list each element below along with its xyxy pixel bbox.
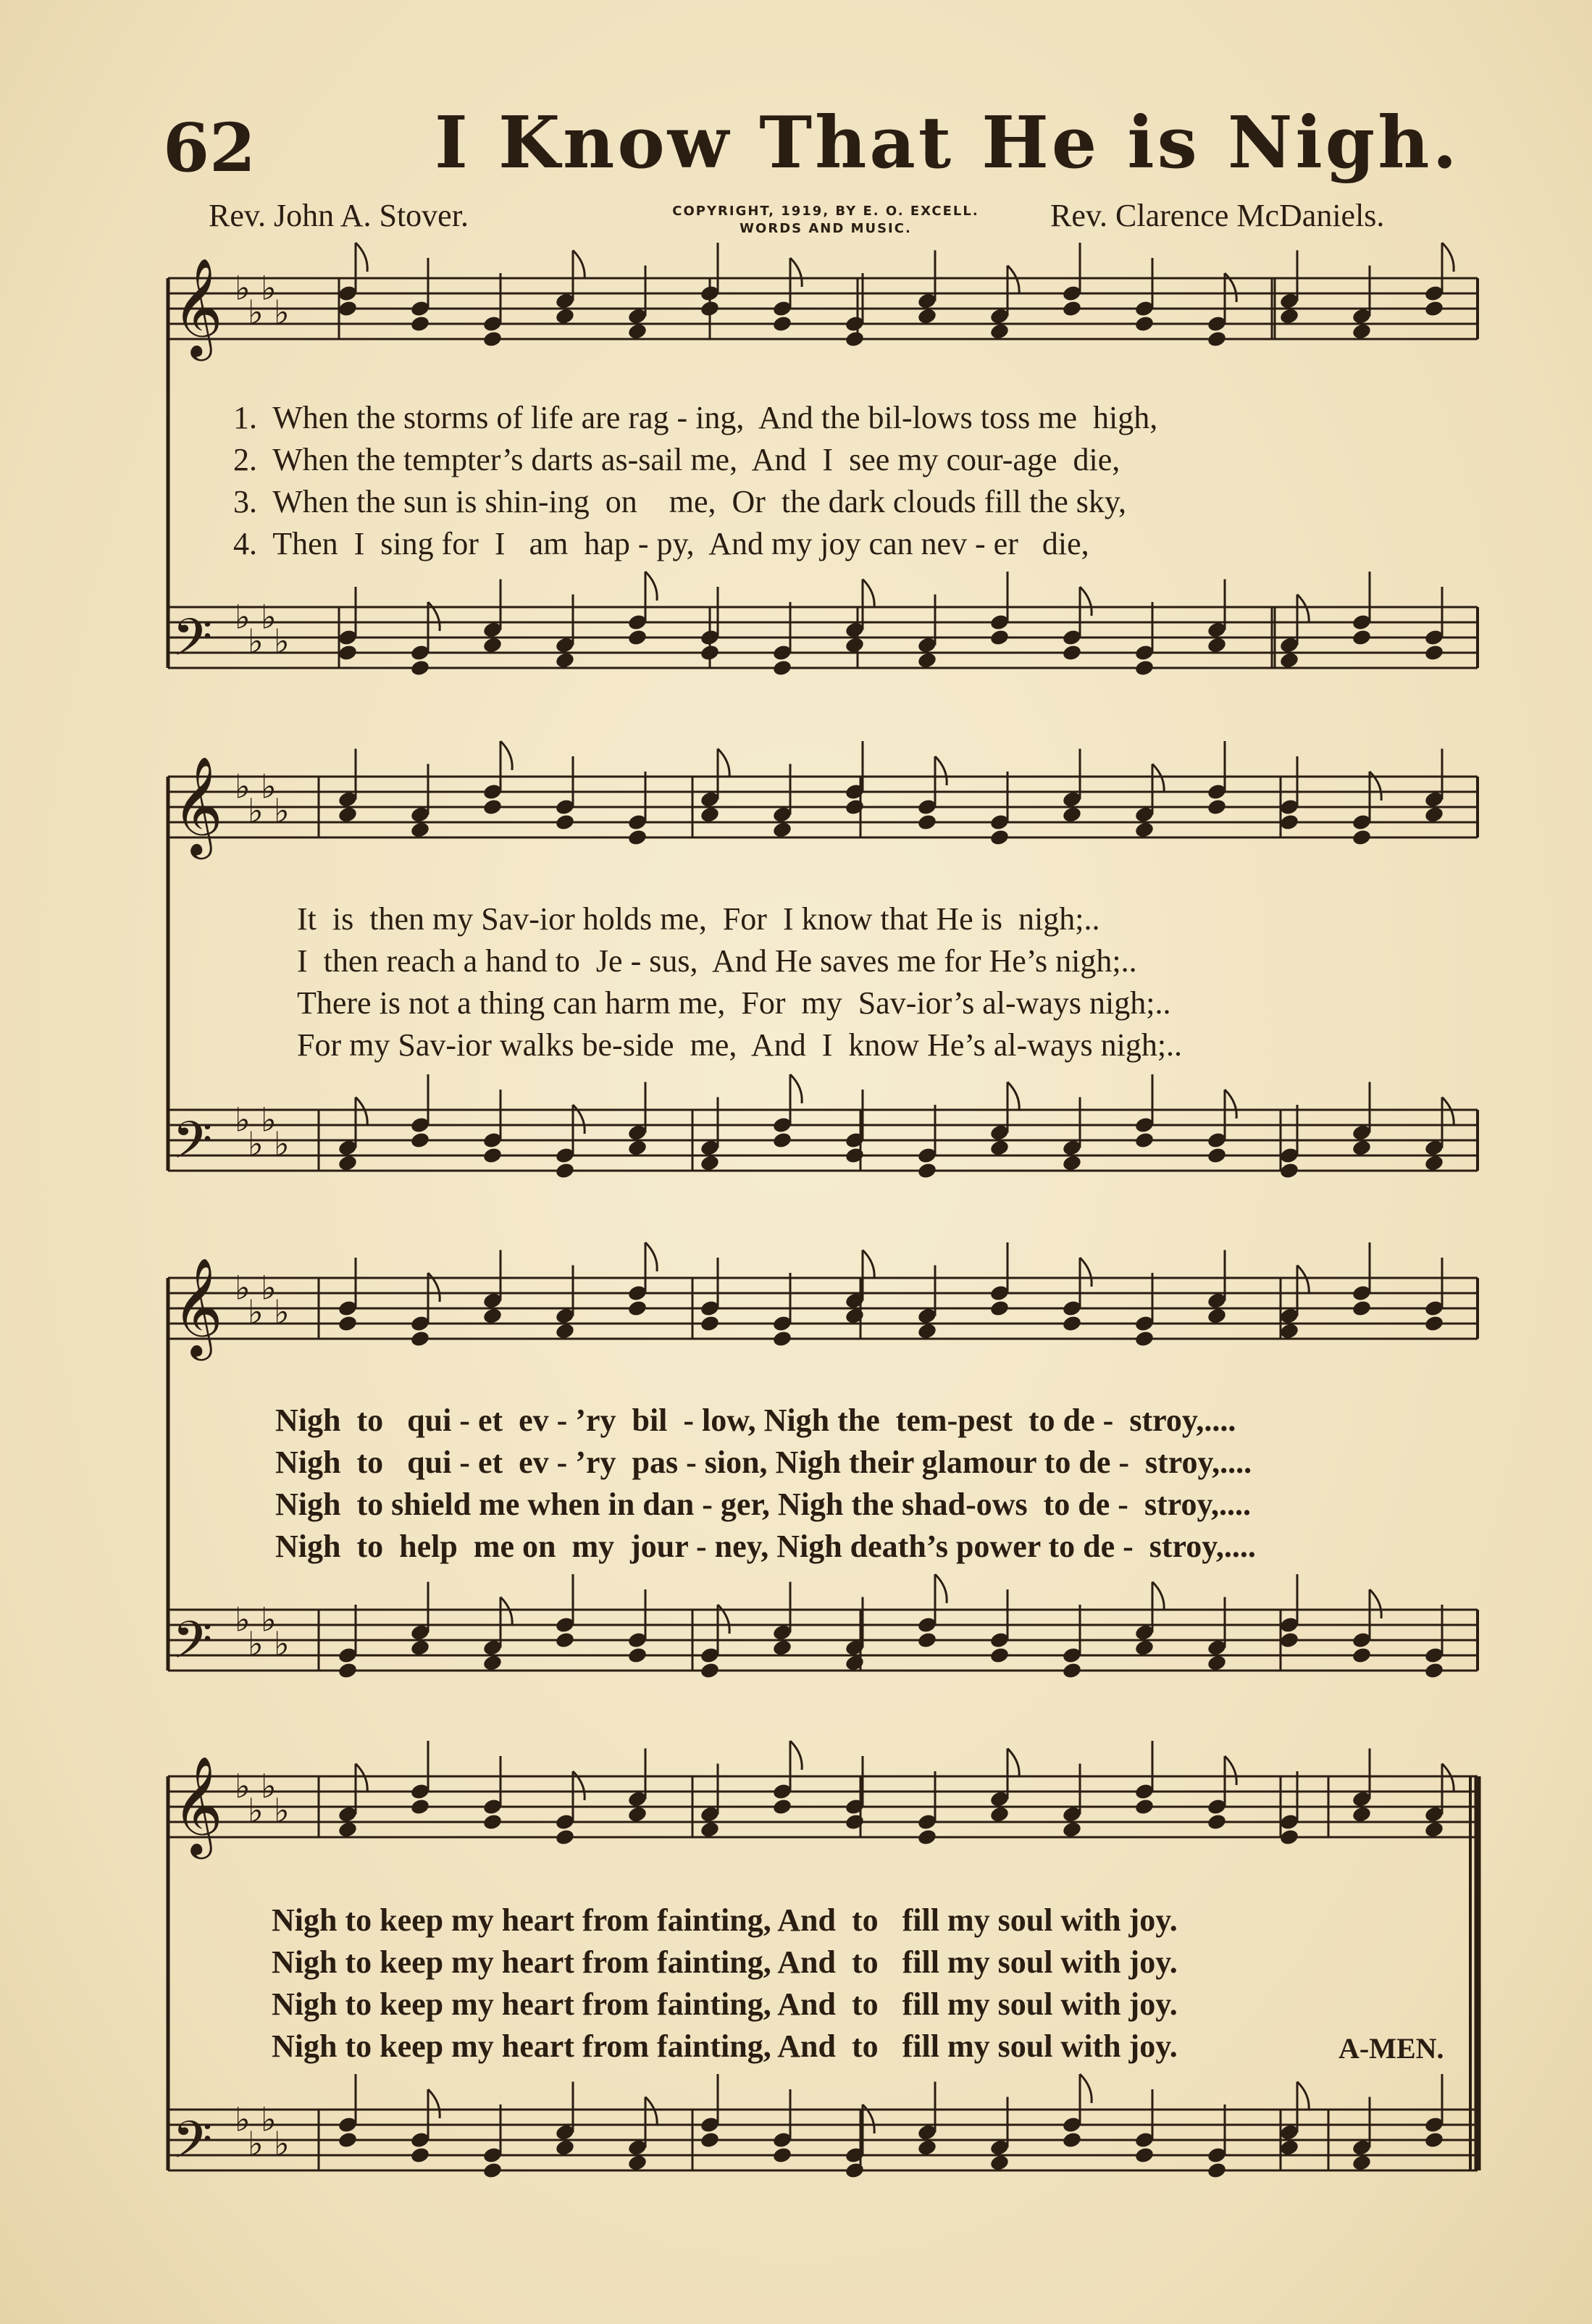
note-head bbox=[410, 1639, 431, 1657]
note-head bbox=[989, 828, 1010, 846]
note-head bbox=[1424, 299, 1445, 317]
lyric-line: Nigh to help me on my jour - ney, Nigh death’s power to de - stroy,.... bbox=[275, 1529, 1256, 1564]
flat-sign: ♭ bbox=[261, 2099, 277, 2139]
note-flag bbox=[1007, 266, 1019, 295]
note-head bbox=[700, 1154, 721, 1172]
note-head bbox=[482, 1307, 503, 1325]
note-head bbox=[627, 1805, 648, 1823]
note-head bbox=[1424, 1314, 1445, 1332]
note-head bbox=[772, 1639, 793, 1657]
note-flag bbox=[1225, 1756, 1236, 1785]
note-head bbox=[410, 314, 431, 333]
lyric-line: Nigh to qui - et ev - ’ry pas - sion, Nigh their glamour to de - stroy,.... bbox=[275, 1445, 1252, 1480]
lyric-line: Nigh to keep my heart from fainting, And to fill my soul with joy. bbox=[272, 1944, 1178, 1980]
note-flag bbox=[790, 1074, 802, 1103]
note-head bbox=[989, 1805, 1010, 1823]
note-head bbox=[1424, 806, 1445, 824]
note-head bbox=[1062, 1821, 1083, 1839]
note-head bbox=[555, 2139, 576, 2157]
note-head bbox=[1207, 1813, 1228, 1831]
note-head bbox=[1279, 307, 1300, 325]
note-head bbox=[1279, 1322, 1300, 1340]
note-head bbox=[1134, 659, 1155, 677]
flat-sign: ♭ bbox=[261, 597, 277, 637]
note-head bbox=[410, 1797, 431, 1815]
note-flag bbox=[1297, 595, 1309, 624]
note-flag bbox=[1007, 1749, 1019, 1778]
note-flag bbox=[1297, 2082, 1309, 2111]
note-head bbox=[1062, 299, 1083, 317]
note-head bbox=[338, 1154, 359, 1172]
note-flag bbox=[573, 251, 585, 280]
note-head bbox=[917, 307, 938, 325]
note-head bbox=[1062, 806, 1083, 824]
flat-sign: ♭ bbox=[248, 1292, 264, 1332]
bass-clef: 𝄢 bbox=[172, 1610, 213, 1683]
flat-sign: ♭ bbox=[261, 766, 277, 806]
note-head bbox=[627, 628, 648, 646]
note-head bbox=[1279, 813, 1300, 831]
note-flag bbox=[356, 1764, 367, 1793]
note-head bbox=[700, 1661, 721, 1679]
note-head bbox=[917, 1322, 938, 1340]
treble-clef: 𝄞 bbox=[172, 755, 223, 855]
note-head bbox=[627, 1139, 648, 1157]
flat-sign: ♭ bbox=[274, 1124, 290, 1163]
note-head bbox=[627, 1299, 648, 1317]
note-head bbox=[338, 2131, 359, 2149]
note-head bbox=[627, 1646, 648, 1664]
flat-sign: ♭ bbox=[274, 293, 290, 332]
note-head bbox=[845, 1307, 866, 1325]
note-head bbox=[772, 821, 793, 839]
note-head bbox=[482, 1654, 503, 1672]
note-head bbox=[1062, 1154, 1083, 1172]
note-head bbox=[555, 651, 576, 669]
note-head bbox=[1424, 643, 1445, 661]
flat-sign: ♭ bbox=[235, 597, 251, 637]
note-head bbox=[1207, 2161, 1228, 2179]
note-head bbox=[917, 813, 938, 831]
note-flag bbox=[1152, 764, 1164, 793]
flat-sign: ♭ bbox=[248, 2124, 264, 2163]
note-flag bbox=[1442, 243, 1454, 272]
note-flag bbox=[428, 2089, 440, 2118]
note-flag bbox=[645, 572, 657, 601]
note-head bbox=[845, 2161, 866, 2179]
flat-sign: ♭ bbox=[274, 1624, 290, 1663]
note-head bbox=[410, 821, 431, 839]
note-head bbox=[772, 1131, 793, 1149]
note-head bbox=[627, 322, 648, 340]
note-flag bbox=[1007, 1082, 1019, 1111]
flat-sign: ♭ bbox=[235, 268, 251, 308]
lyric-line: It is then my Sav-ior holds me, For I know that He is nigh;.. bbox=[297, 901, 1100, 937]
flat-sign: ♭ bbox=[274, 1791, 290, 1830]
note-flag bbox=[1297, 1266, 1309, 1295]
note-head bbox=[1279, 1631, 1300, 1649]
note-head bbox=[989, 1139, 1010, 1157]
lyric-line: Nigh to keep my heart from fainting, And to fill my soul with joy. bbox=[272, 2028, 1178, 2064]
flat-sign: ♭ bbox=[248, 1791, 264, 1830]
note-flag bbox=[790, 1741, 802, 1770]
treble-clef: 𝄞 bbox=[172, 1755, 223, 1855]
note-head bbox=[845, 798, 866, 816]
note-head bbox=[772, 659, 793, 677]
note-head bbox=[1207, 1654, 1228, 1672]
note-head bbox=[917, 1161, 938, 1179]
note-flag bbox=[935, 1574, 947, 1603]
flat-sign: ♭ bbox=[235, 1268, 251, 1308]
note-head bbox=[1134, 1329, 1155, 1347]
copyright-line: COPYRIGHT, 1919, BY E. O. EXCELL. bbox=[672, 204, 979, 219]
flat-sign: ♭ bbox=[248, 1124, 264, 1163]
note-head bbox=[772, 1797, 793, 1815]
note-flag bbox=[1442, 1098, 1454, 1127]
flat-sign: ♭ bbox=[274, 2124, 290, 2163]
lyric-line: Nigh to shield me when in dan - ger, Nigh the shad-ows to de - stroy,.... bbox=[275, 1487, 1252, 1522]
lyric-line: Nigh to keep my heart from fainting, And to fill my soul with joy. bbox=[272, 1902, 1178, 1938]
note-flag bbox=[1080, 587, 1092, 616]
note-head bbox=[772, 1329, 793, 1347]
note-flag bbox=[1442, 1764, 1454, 1793]
note-head bbox=[627, 2154, 648, 2172]
note-head bbox=[1352, 322, 1373, 340]
note-head bbox=[1207, 798, 1228, 816]
lyric-line: 4. Then I sing for I am hap - py, And my joy can nev - er die, bbox=[233, 526, 1089, 561]
amen-label: A-MEN. bbox=[1338, 2032, 1444, 2065]
note-head bbox=[410, 1329, 431, 1347]
note-head bbox=[917, 1828, 938, 1846]
note-head bbox=[482, 2161, 503, 2179]
lyric-line: Nigh to qui - et ev - ’ry bil - low, Nigh the tem-pest to de - stroy,.... bbox=[275, 1403, 1236, 1438]
lyric-line: There is not a thing can harm me, For my Sav-ior’s al-ways nigh;.. bbox=[297, 985, 1171, 1021]
note-head bbox=[989, 628, 1010, 646]
note-flag bbox=[500, 741, 512, 770]
note-head bbox=[482, 798, 503, 816]
note-head bbox=[845, 1813, 866, 1831]
note-head bbox=[700, 806, 721, 824]
flat-sign: ♭ bbox=[248, 293, 264, 332]
flat-sign: ♭ bbox=[261, 1100, 277, 1140]
note-head bbox=[482, 636, 503, 654]
note-head bbox=[1134, 1131, 1155, 1149]
flat-sign: ♭ bbox=[274, 1292, 290, 1332]
note-head bbox=[410, 1131, 431, 1149]
hymn-title: I Know That He is Nigh. bbox=[435, 101, 1460, 185]
note-head bbox=[700, 643, 721, 661]
note-flag bbox=[863, 580, 874, 609]
lyric-line: For my Sav-ior walks be-side me, And I know He’s al-ways nigh;.. bbox=[297, 1027, 1183, 1063]
flat-sign: ♭ bbox=[261, 268, 277, 308]
flat-sign: ♭ bbox=[274, 622, 290, 661]
note-head bbox=[1062, 2131, 1083, 2149]
note-head bbox=[1352, 2154, 1373, 2172]
note-head bbox=[700, 299, 721, 317]
note-head bbox=[989, 1299, 1010, 1317]
note-head bbox=[1207, 330, 1228, 348]
note-head bbox=[1424, 1154, 1445, 1172]
note-head bbox=[989, 322, 1010, 340]
note-head bbox=[700, 1314, 721, 1332]
lyric-line: Nigh to keep my heart from fainting, And to fill my soul with joy. bbox=[272, 1986, 1178, 2022]
note-head bbox=[1062, 1314, 1083, 1332]
lyric-line: 1. When the storms of life are rag - ing, And the bil-lows toss me high, bbox=[233, 400, 1158, 435]
note-head bbox=[338, 1821, 359, 1839]
flat-sign: ♭ bbox=[248, 791, 264, 830]
note-head bbox=[338, 1314, 359, 1332]
note-head bbox=[1279, 2139, 1300, 2157]
note-head bbox=[1134, 821, 1155, 839]
note-head bbox=[845, 1146, 866, 1164]
flat-sign: ♭ bbox=[235, 1766, 251, 1806]
note-flag bbox=[645, 2097, 657, 2126]
flat-sign: ♭ bbox=[235, 1600, 251, 1639]
bass-clef: 𝄢 bbox=[172, 608, 213, 680]
flat-sign: ♭ bbox=[261, 1766, 277, 1806]
flat-sign: ♭ bbox=[248, 622, 264, 661]
treble-clef: 𝄞 bbox=[172, 1256, 223, 1356]
note-head bbox=[772, 314, 793, 333]
note-head bbox=[700, 1821, 721, 1839]
flat-sign: ♭ bbox=[235, 1100, 251, 1140]
note-flag bbox=[1370, 1589, 1381, 1618]
bass-clef: 𝄢 bbox=[172, 2110, 213, 2183]
note-head bbox=[1352, 1646, 1373, 1664]
note-head bbox=[1352, 828, 1373, 846]
note-head bbox=[338, 299, 359, 317]
note-head bbox=[917, 2139, 938, 2157]
note-head bbox=[1207, 1307, 1228, 1325]
note-head bbox=[555, 813, 576, 831]
note-flag bbox=[718, 749, 729, 778]
note-head bbox=[1062, 1661, 1083, 1679]
note-head bbox=[845, 1654, 866, 1672]
note-head bbox=[1352, 1805, 1373, 1823]
lyric-line: 2. When the tempter’s darts as-sail me, And I see my cour-age die, bbox=[233, 442, 1120, 477]
note-head bbox=[482, 330, 503, 348]
hymn-number: 62 bbox=[163, 109, 256, 187]
note-head bbox=[338, 1661, 359, 1679]
copyright-line: WORDS AND MUSIC. bbox=[740, 221, 912, 236]
note-flag bbox=[863, 1250, 874, 1279]
note-flag bbox=[935, 756, 947, 785]
treble-clef: 𝄞 bbox=[172, 256, 223, 356]
note-head bbox=[1134, 1639, 1155, 1657]
note-head bbox=[1207, 636, 1228, 654]
note-head bbox=[1062, 643, 1083, 661]
note-head bbox=[917, 651, 938, 669]
bass-clef: 𝄢 bbox=[172, 1111, 213, 1183]
note-flag bbox=[645, 1242, 657, 1271]
author-words: Rev. John A. Stover. bbox=[209, 198, 469, 233]
note-head bbox=[989, 2154, 1010, 2172]
note-flag bbox=[1080, 2074, 1092, 2103]
note-head bbox=[555, 1161, 576, 1179]
note-head bbox=[555, 1322, 576, 1340]
note-flag bbox=[356, 1098, 367, 1127]
note-head bbox=[1134, 314, 1155, 333]
note-head bbox=[989, 1646, 1010, 1664]
note-flag bbox=[356, 243, 367, 272]
note-head bbox=[1279, 1161, 1300, 1179]
note-head bbox=[1134, 2146, 1155, 2164]
note-head bbox=[482, 1813, 503, 1831]
flat-sign: ♭ bbox=[274, 791, 290, 830]
note-head bbox=[1424, 1821, 1445, 1839]
note-head bbox=[772, 2146, 793, 2164]
lyric-line: 3. When the sun is shin-ing on me, Or the dark clouds fill the sky, bbox=[233, 484, 1127, 519]
note-head bbox=[1424, 1661, 1445, 1679]
note-head bbox=[1279, 651, 1300, 669]
note-flag bbox=[1152, 1582, 1164, 1611]
note-flag bbox=[1080, 1258, 1092, 1287]
note-head bbox=[1134, 1797, 1155, 1815]
note-head bbox=[917, 1631, 938, 1649]
note-flag bbox=[790, 258, 802, 287]
note-head bbox=[555, 307, 576, 325]
note-head bbox=[845, 636, 866, 654]
note-head bbox=[1207, 1146, 1228, 1164]
note-flag bbox=[500, 1597, 512, 1626]
flat-sign: ♭ bbox=[248, 1624, 264, 1663]
lyric-line: I then reach a hand to Je - sus, And He saves me for He’s nigh;.. bbox=[297, 943, 1137, 979]
note-flag bbox=[1225, 1090, 1236, 1119]
flat-sign: ♭ bbox=[261, 1600, 277, 1639]
note-head bbox=[338, 806, 359, 824]
note-head bbox=[410, 2146, 431, 2164]
note-head bbox=[410, 659, 431, 677]
note-head bbox=[845, 330, 866, 348]
flat-sign: ♭ bbox=[235, 2099, 251, 2139]
note-head bbox=[1352, 1299, 1373, 1317]
note-head bbox=[1352, 1139, 1373, 1157]
note-head bbox=[1424, 2131, 1445, 2149]
note-head bbox=[482, 1146, 503, 1164]
flat-sign: ♭ bbox=[235, 766, 251, 806]
note-head bbox=[1279, 1828, 1300, 1846]
note-head bbox=[555, 1828, 576, 1846]
flat-sign: ♭ bbox=[261, 1268, 277, 1308]
note-head bbox=[555, 1631, 576, 1649]
note-head bbox=[338, 643, 359, 661]
note-head bbox=[627, 828, 648, 846]
note-head bbox=[1352, 628, 1373, 646]
author-music: Rev. Clarence McDaniels. bbox=[1050, 198, 1385, 233]
note-head bbox=[700, 2131, 721, 2149]
